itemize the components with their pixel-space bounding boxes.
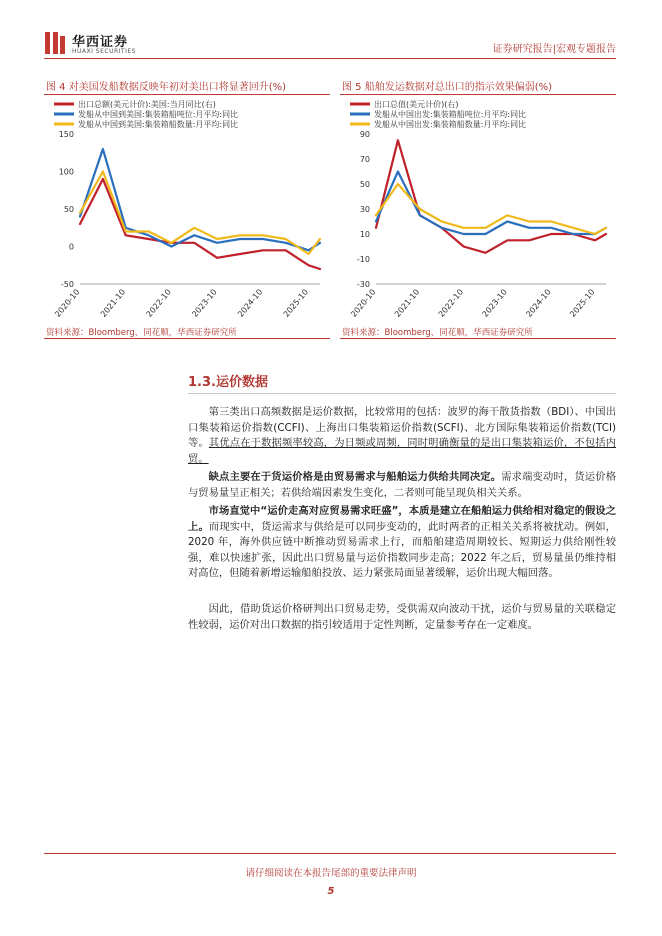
figure-4-title: 图 4 对美国发船数据反映年初对美出口将显著回升(%): [46, 82, 287, 93]
y-tick-label: -30: [356, 280, 370, 289]
legend-label-2: 发船从中国到美国:集装箱船吨位:月平均:同比: [78, 110, 239, 119]
x-tick-label: 2024-10: [236, 287, 265, 319]
paragraph-2-bold: 缺点主要在于货运价格是由贸易需求与船舶运力供给共同决定。: [208, 471, 502, 483]
x-tick-label: 2022-10: [436, 287, 466, 319]
paragraph-3-bold: 市场直觉中“运价走高对应贸易需求旺盛”，本质是建立在船舶运力供给相对稳定的假设之上。: [188, 505, 616, 533]
legal-notice: 请仔细阅读在本报告尾部的重要法律声明: [245, 868, 417, 879]
y-tick-label: 50: [359, 180, 370, 189]
paragraph-3: [188, 504, 616, 582]
footer-divider: [44, 853, 616, 854]
series-line-2: [80, 149, 320, 250]
y-tick-label: 90: [359, 130, 370, 139]
paragraph-4-text: 因此，借助货运价格研判出口贸易走势，受供需双向波动干扰，运价与贸易量的关联稳定性较弱，运价对出口数据的指引较适用于定性判断，定量参考存在一定难度。: [188, 603, 616, 631]
y-tick-label: 50: [63, 205, 74, 214]
x-tick-label: 2025-10: [281, 287, 311, 319]
huaxi-logo-icon: [44, 30, 66, 56]
x-tick-label: 2025-10: [568, 287, 597, 319]
paragraph-2: [188, 470, 616, 501]
x-tick-label: 2020-10: [349, 287, 378, 319]
y-tick-label: -10: [356, 255, 370, 264]
figure-5-title: 图 5 船舶发运数据对总出口的指示效果偏弱(%): [342, 82, 553, 93]
paragraph-2-text: 需求端变动时，货运价格与贸易量呈正相关；若供给端因素发生变化，二者则可能呈现负相关关系。: [188, 471, 617, 499]
page-number: 5: [327, 886, 335, 897]
section-title: 1.3.运价数据: [188, 375, 268, 390]
legend-label-1: 出口总值(美元计价)(右): [374, 100, 459, 109]
section-divider: [188, 393, 616, 394]
y-tick-label: 10: [359, 230, 370, 239]
x-tick-label: 2021-10: [392, 287, 422, 319]
logo-text-en: HUAXI SECURITIES: [72, 48, 136, 55]
logo-text-cn: 华西证券: [72, 35, 129, 50]
paragraph-1-text: 第三类出口高频数据是运价数据，比较常用的包括：波罗的海干散货指数（BDI）、中国出口集装箱运价指数(CCFI)、上海出口集装箱运价指数(SCFI)、北方国际集装箱运价指数(TCI)等。: [188, 406, 616, 449]
company-logo: [44, 30, 174, 60]
figure-5-title-divider: [340, 94, 616, 95]
x-tick-label: 2022-10: [144, 287, 173, 319]
x-tick-label: 2021-10: [98, 287, 128, 319]
paragraph-1: [188, 405, 616, 467]
legend-label-2: 发船从中国出发:集装箱船吨位:月平均:同比: [374, 110, 527, 119]
y-tick-label: 70: [359, 155, 370, 164]
series-line-3: [376, 184, 606, 234]
y-tick-label: 30: [359, 205, 370, 214]
y-tick-label: 0: [68, 242, 74, 252]
y-tick-label: -50: [60, 280, 74, 289]
report-type: 证券研究报告|宏观专题报告: [492, 44, 616, 55]
paragraph-1-underlined: 其优点在于数据频率较高，为日频或周频，同时明确衡量的是出口集装箱运价，不包括内贸。: [188, 437, 617, 465]
x-tick-label: 2023-10: [190, 287, 219, 319]
paragraph-3-text: 而现实中，货运需求与供给是可以同步变动的，此时两者的正相关关系将被扰动。例如，2020 年，海外供应链中断推动贸易需求上行，而船舶建造周期较长、短期运力供给刚性较强，难以快速扩张，因此出口贸易量与运价指数同步走高；2022 年之后，贸易量虽仍维持相对高位，但随着新增运输船舶投放、运力紧张局面显著缓解，运价出现大幅回落。: [188, 520, 617, 579]
x-tick-label: 2020-10: [53, 287, 82, 319]
legend-label-3: 发船从中国出发:集装箱船数量:月平均:同比: [374, 120, 527, 129]
figure-5-chart: [340, 98, 620, 324]
y-tick-label: 150: [58, 130, 74, 139]
legend-label-1: 出口总额(美元计价):美国:当月同比(右): [78, 100, 216, 109]
figure-4-source-divider: [44, 338, 330, 339]
paragraph-4: [188, 602, 616, 633]
x-tick-label: 2023-10: [480, 287, 509, 319]
figure-4-source: 资料来源：Bloomberg，同花顺，华西证券研究所: [46, 328, 237, 338]
legend-label-3: 发船从中国到美国:集装箱船数量:月平均:同比: [78, 120, 239, 129]
header-divider: [44, 58, 616, 59]
figure-5-source-divider: [340, 338, 616, 339]
figure-5-source: 资料来源：Bloomberg，同花顺，华西证券研究所: [342, 328, 533, 338]
y-tick-label: 100: [58, 167, 74, 177]
x-tick-label: 2024-10: [524, 287, 553, 319]
figure-4-title-divider: [44, 94, 330, 95]
figure-4-chart: [44, 98, 334, 324]
